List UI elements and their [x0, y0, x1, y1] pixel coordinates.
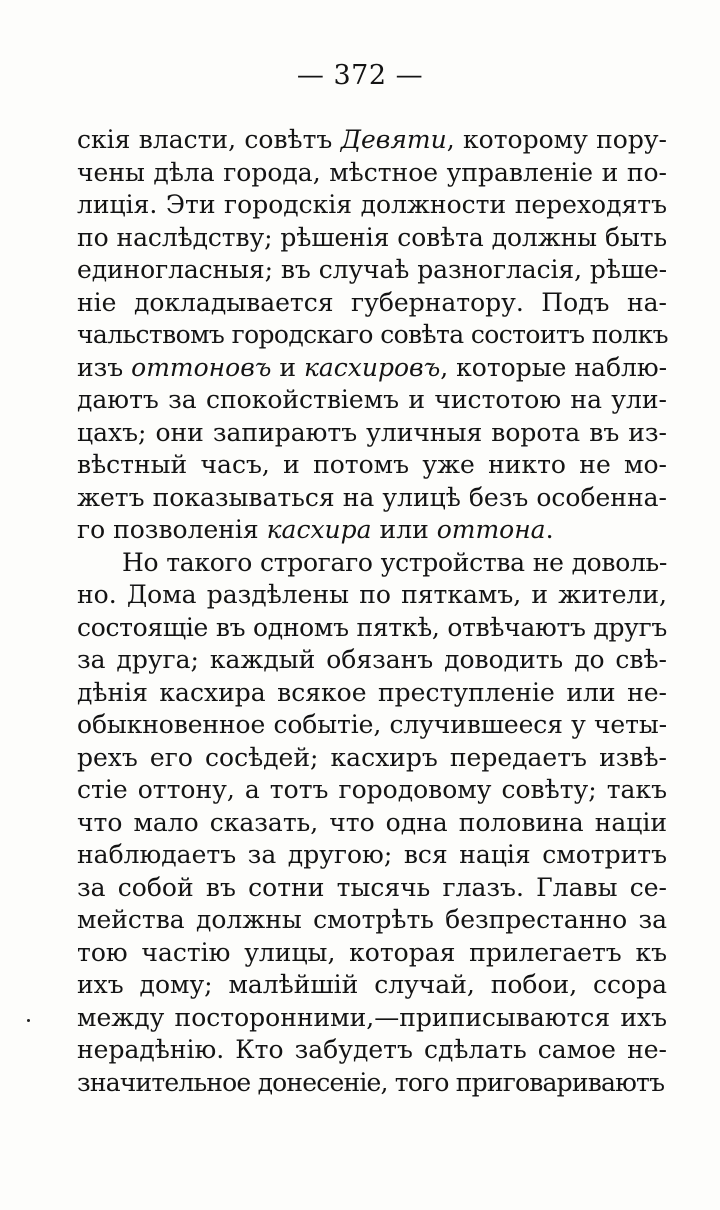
text-line: [77, 1067, 667, 1100]
text-line: [77, 287, 667, 320]
text-run: ніе докладывается губернатору. Подъ на-: [77, 287, 667, 317]
text-run: жетъ показываться на улицѣ безъ особенна-: [77, 482, 667, 512]
text-run: даютъ за спокойствіемъ и чистотою на ули-: [77, 385, 667, 414]
text-line: [77, 1002, 667, 1035]
text-run: скія власти, совѣтъ: [77, 125, 341, 154]
text-line: [77, 384, 667, 417]
italic-term: Девяти: [340, 125, 447, 154]
text-run: единогласныя; въ случаѣ разногласія, рѣше-: [77, 255, 667, 284]
text-run: чальствомъ городскаго совѣта состоитъ полкъ: [77, 320, 668, 349]
text-line: [77, 417, 667, 450]
text-run: го позволенія: [77, 515, 267, 544]
text-run: но. Дома раздѣлены по пяткамъ, и жители,: [77, 580, 667, 609]
text-line: [77, 514, 667, 547]
text-run: мейства должны смотрѣть безпрестанно за: [77, 905, 667, 934]
text-line: [77, 644, 667, 677]
italic-term: оттона: [436, 515, 546, 544]
text-run: за друга; каждый обязанъ доводить до свѣ-: [77, 645, 667, 674]
text-line: [77, 449, 667, 482]
text-run: или: [371, 515, 437, 544]
paragraph: [77, 547, 667, 1100]
text-run: Но такого строгаго устройства не доволь-: [122, 547, 667, 577]
text-run: изъ: [77, 352, 132, 382]
text-run: значительное донесеніе, того приговариваютъ: [77, 1067, 665, 1097]
text-line: [77, 254, 667, 287]
text-run: и: [271, 352, 304, 382]
text-line: [77, 969, 667, 1002]
italic-term: касхировъ: [303, 352, 441, 382]
text-line: [77, 1034, 667, 1067]
text-run: ихъ дому; малѣйшій случай, побои, ссора: [77, 970, 667, 999]
text-line: [77, 612, 667, 645]
text-line: [77, 742, 667, 775]
text-line: [77, 547, 667, 580]
text-line: [77, 904, 667, 937]
text-line: [77, 839, 667, 872]
text-run: состоящіе въ одномъ пяткѣ, отвѣчаютъ другъ: [77, 612, 667, 642]
paragraph: [77, 124, 667, 547]
text-run: что мало сказать, что одна половина націи: [77, 807, 667, 837]
text-run: тою частію улицы, которая прилегаетъ къ: [77, 937, 667, 967]
text-line: [77, 222, 667, 255]
ink-speck: [27, 1019, 30, 1022]
text-line: [77, 807, 667, 840]
text-line: [77, 157, 667, 190]
text-line: [77, 579, 667, 612]
text-line: [77, 774, 667, 807]
text-line: [77, 872, 667, 905]
italic-term: оттоновъ: [131, 352, 272, 382]
text-run: между посторонними,—приписываются ихъ: [77, 1002, 667, 1032]
text-run: обыкновенное событіе, случившееся у четы-: [77, 710, 667, 739]
text-run: вѣстный часъ, и потомъ уже никто не мо-: [77, 450, 667, 479]
text-run: за собой въ сотни тысячь глазъ. Главы се-: [77, 872, 667, 902]
text-line: [77, 482, 667, 515]
text-run: чены дѣла города, мѣстное управленіе и по-: [77, 157, 667, 187]
text-line: [77, 124, 667, 157]
body-text: [77, 124, 667, 1099]
text-run: , которые наблю-: [440, 352, 668, 382]
text-run: дѣнія касхира всякое преступленіе или не-: [77, 677, 667, 707]
text-run: по наслѣдству; рѣшенія совѣта должны быть: [77, 222, 667, 252]
text-run: наблюдаетъ за другою; вся нація смотритъ: [77, 840, 667, 869]
text-line: [77, 937, 667, 970]
text-run: рехъ его сосѣдей; касхиръ передаетъ извѣ-: [77, 742, 667, 772]
page-number: — 372 —: [296, 60, 424, 91]
text-run: , которому пору-: [446, 125, 668, 154]
text-run: .: [545, 515, 554, 544]
text-line: [77, 709, 667, 742]
text-line: [77, 677, 667, 710]
italic-term: касхира: [266, 515, 372, 544]
text-run: стіе оттону, а тотъ городовому совѣту; такъ: [77, 775, 667, 804]
text-line: [77, 319, 667, 352]
text-run: нерадѣнію. Кто забудетъ сдѣлать самое не-: [77, 1035, 667, 1064]
text-run: цахъ; они запираютъ уличныя ворота въ из-: [77, 417, 667, 447]
text-line: [77, 352, 667, 385]
text-line: [77, 189, 667, 222]
text-run: лиція. Эти городскія должности переходятъ: [77, 190, 667, 219]
